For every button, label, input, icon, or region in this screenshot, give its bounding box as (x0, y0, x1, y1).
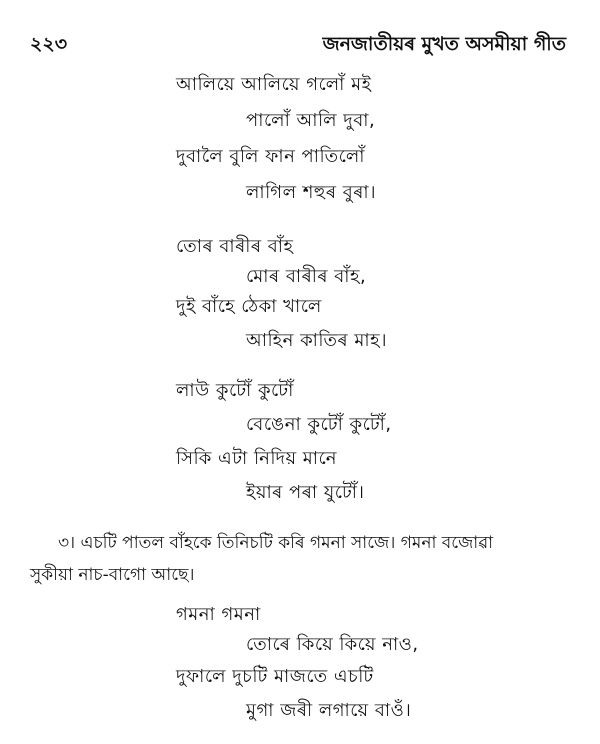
stanza-3-line-2: বেঙেনা কুটোঁ কুটোঁ, (246, 414, 392, 435)
stanza-1-line-2: পালোঁ আলি দুবা, (246, 110, 376, 131)
stanza-3-line-3: সিকি এটা নিদিয় মানে (176, 448, 337, 469)
stanza-2-line-4: আহিন কাতিৰ মাহ। (246, 330, 388, 351)
stanza-2-line-1: তোৰ বাৰীৰ বাঁহ (176, 236, 294, 257)
final-stanza-line-3: দুফালে দুচটি মাজতে এচটি (176, 666, 374, 687)
stanza-2-line-2: মোৰ বাৰীৰ বাঁহ, (246, 266, 367, 287)
paragraph-line-2: সুকীয়া নাচ-বাগো আছে। (30, 565, 195, 585)
stanza-3-line-4: ইয়াৰ পৰা যুটোঁ। (246, 482, 365, 503)
final-stanza-line-2: তোৰে কিয়ে কিয়ে নাও, (246, 634, 419, 655)
final-stanza-line-4: মুগা জৰী লগায়ে বাওঁ। (246, 700, 412, 721)
final-stanza-line-1: গমনা গমনা (176, 604, 261, 625)
paragraph-line-1: ৩। এচটি পাতল বাঁহকে তিনিচটি কৰি গমনা সাজে। গমনা বজোৱা (58, 533, 494, 553)
running-title: জনজাতীয়ৰ মুখত অসমীয়া গীত (322, 33, 566, 55)
stanza-1-line-3: দুবালৈ বুলি ফান পাতিলোঁ (176, 146, 365, 167)
stanza-2-line-3: দুই বাঁহে ঠেকা খালে (176, 296, 322, 317)
stanza-1-line-4: লাগিল শহুৰ বুৰা। (246, 182, 377, 203)
stanza-3-line-1: লাউ কুটোঁ কুটোঁ (176, 380, 294, 401)
stanza-1-line-1: আলিয়ে আলিয়ে গলোঁ মই (176, 74, 372, 95)
page-number: ২২৩ (30, 33, 68, 55)
